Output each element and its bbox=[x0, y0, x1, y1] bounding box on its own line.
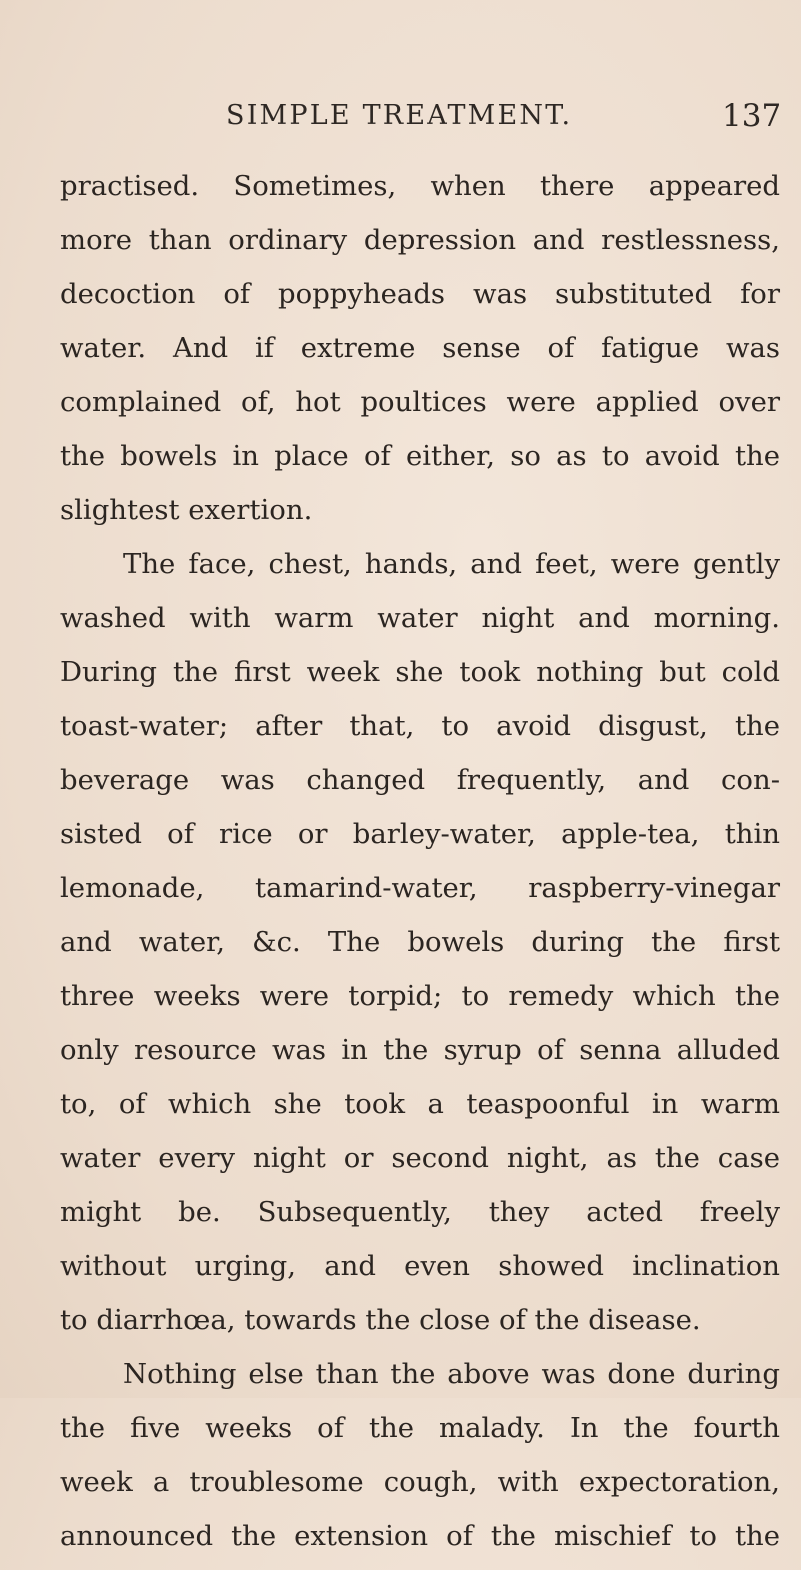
text-line: lemonade, tamarind-water, raspberry-vinegar bbox=[60, 872, 780, 904]
text-line: During the first week she took nothing but cold bbox=[60, 656, 780, 688]
text-line: announced the extension of the mischief to the bbox=[60, 1520, 780, 1552]
text-line: only resource was in the syrup of senna alluded bbox=[60, 1034, 780, 1066]
text-line: week a troublesome cough, with expectoration, bbox=[60, 1466, 780, 1498]
text-line: water every night or second night, as the case bbox=[60, 1142, 780, 1174]
page-number: 137 bbox=[722, 98, 782, 134]
running-head-title: SIMPLE TREATMENT. bbox=[226, 100, 573, 131]
text-line: sisted of rice or barley-water, apple-tea, thin bbox=[60, 818, 780, 850]
text-line: practised. Sometimes, when there appeared bbox=[60, 170, 780, 202]
body-text bbox=[60, 166, 780, 1570]
text-line: might be. Subsequently, they acted freely bbox=[60, 1196, 780, 1228]
text-line: slightest exertion. bbox=[60, 494, 313, 526]
text-line: Nothing else than the above was done during bbox=[123, 1358, 780, 1390]
text-line: without urging, and even showed inclination bbox=[60, 1250, 780, 1282]
running-head bbox=[0, 100, 801, 140]
text-line: toast-water; after that, to avoid disgust, the bbox=[60, 710, 780, 742]
text-line: washed with warm water night and morning. bbox=[60, 602, 780, 634]
text-line: three weeks were torpid; to remedy which the bbox=[60, 980, 780, 1012]
text-line: water. And if extreme sense of fatigue was bbox=[60, 332, 780, 364]
text-line: the five weeks of the malady. In the fourth bbox=[60, 1412, 780, 1444]
text-line: more than ordinary depression and restlessness, bbox=[60, 224, 780, 256]
text-line: The face, chest, hands, and feet, were gently bbox=[123, 548, 780, 580]
text-line: the bowels in place of either, so as to avoid the bbox=[60, 440, 780, 472]
text-line: and water, &c. The bowels during the first bbox=[60, 926, 780, 958]
text-line: to, of which she took a teaspoonful in warm bbox=[60, 1088, 780, 1120]
text-line: complained of, hot poultices were applied over bbox=[60, 386, 780, 418]
text-line: beverage was changed frequently, and con- bbox=[60, 764, 780, 796]
text-line: to diarrhœa, towards the close of the disease. bbox=[60, 1304, 701, 1336]
text-line: decoction of poppyheads was substituted for bbox=[60, 278, 780, 310]
